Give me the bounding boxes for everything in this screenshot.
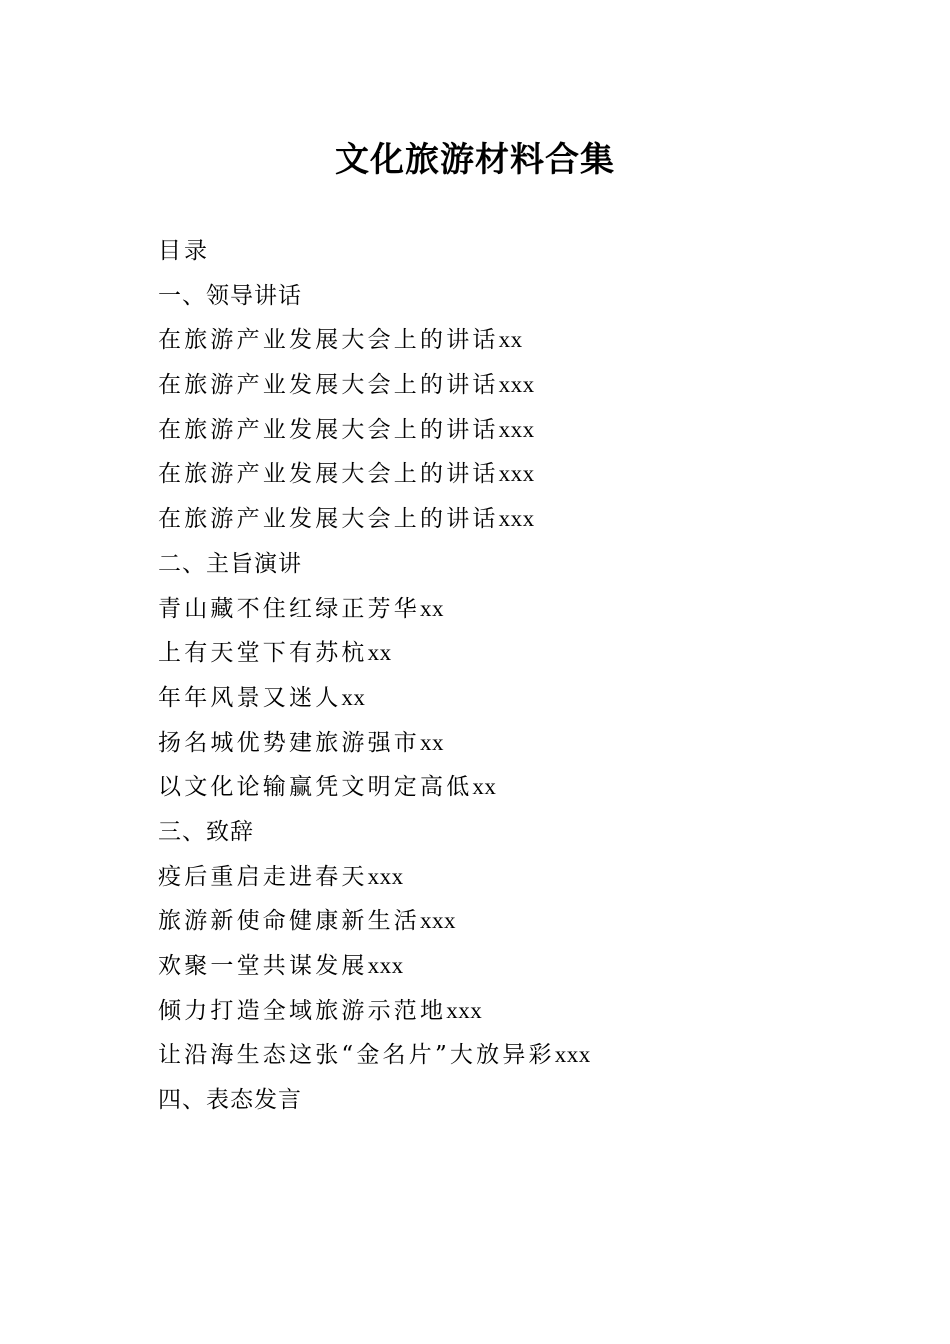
toc-entry [158, 318, 858, 363]
entry-author: xx [498, 327, 523, 353]
toc-entry [158, 721, 858, 766]
toc-entry [158, 363, 858, 408]
entry-title: 以文化论输赢凭文明定高低 [158, 774, 473, 801]
toc-label: 目录 [158, 238, 210, 264]
section-heading: 三、致辞 [158, 818, 254, 845]
entry-title: 让沿海生态这张“金名片”大放异彩 [158, 1042, 555, 1069]
entry-author: xxx [498, 506, 535, 532]
entry-title: 在旅游产业发展大会上的讲话 [158, 372, 499, 399]
section-heading: 二、主旨演讲 [158, 550, 302, 577]
table-of-contents [158, 229, 858, 1123]
entry-author: xx [341, 684, 366, 710]
entry-author: xx [367, 640, 392, 666]
toc-entry [158, 497, 858, 542]
entry-title: 倾力打造全域旅游示范地 [158, 997, 447, 1024]
entry-title: 在旅游产业发展大会上的讲话 [158, 327, 499, 354]
entry-author: xxx [367, 953, 404, 978]
toc-entry [158, 899, 858, 944]
toc-entry [158, 631, 858, 676]
entry-author: xxx [554, 1042, 591, 1068]
entry-title: 上有天堂下有苏杭 [158, 640, 368, 667]
entry-author: xxx [367, 863, 404, 889]
toc-entry [158, 855, 858, 900]
entry-title: 疫后重启走进春天 [158, 863, 368, 890]
entry-author: xxx [420, 908, 456, 934]
entry-author: xx [472, 774, 497, 800]
entry-author: xx [420, 729, 444, 755]
entry-title: 旅游新使命健康新生活 [158, 908, 420, 935]
entry-title: 在旅游产业发展大会上的讲话 [158, 461, 499, 488]
entry-title: 青山藏不住红绿正芳华 [158, 595, 420, 622]
toc-entry [158, 1033, 858, 1078]
toc-entry [158, 587, 858, 632]
entry-author: xxx [498, 372, 535, 398]
document-title: 文化旅游材料合集 [335, 140, 615, 180]
toc-entry [158, 452, 858, 497]
entry-author: xxx [498, 416, 535, 442]
toc-entry [158, 765, 858, 810]
toc-entry [158, 408, 858, 453]
toc-entry [158, 944, 858, 989]
entry-title: 在旅游产业发展大会上的讲话 [158, 506, 499, 533]
entry-title: 扬名城优势建旅游强市 [158, 729, 420, 756]
entry-title: 年年风景又迷人 [158, 684, 342, 711]
entry-author: xxx [446, 997, 483, 1023]
entry-author: xx [420, 595, 444, 621]
entry-title: 在旅游产业发展大会上的讲话 [158, 416, 499, 443]
entry-title: 欢聚一堂共谋发展 [158, 953, 368, 979]
section-heading: 四、表态发言 [158, 1087, 302, 1114]
entry-author: xxx [498, 461, 535, 487]
toc-entry [158, 676, 858, 721]
section-heading: 一、领导讲话 [158, 282, 302, 309]
toc-entry [158, 989, 858, 1034]
